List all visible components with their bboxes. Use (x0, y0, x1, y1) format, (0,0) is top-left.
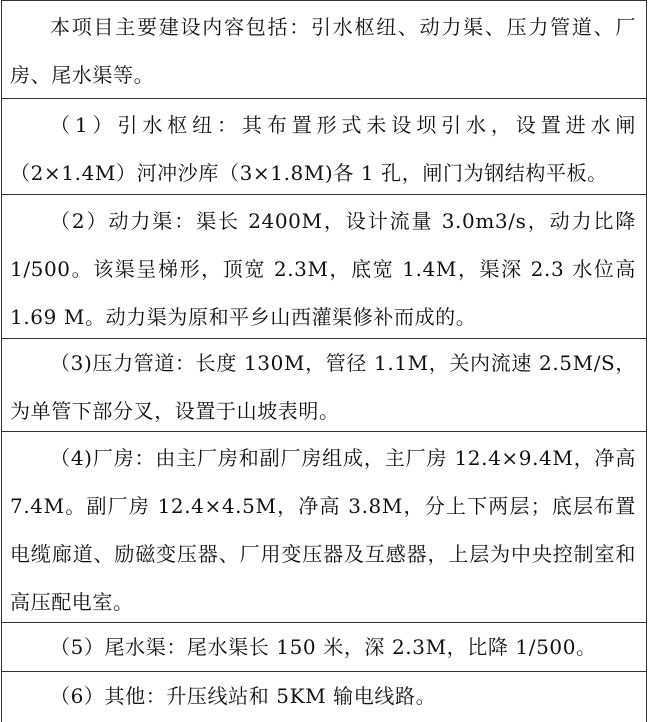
content-table (1, 0, 647, 722)
table-row (2, 672, 646, 722)
table-row (2, 339, 646, 432)
other-paragraph: （6）其他：升压线站和 5KM 输电线路。 (50, 684, 437, 708)
table-row (2, 1, 646, 99)
intro-paragraph: 本项目主要建设内容包括：引水枢纽、动力渠、压力管道、厂房、尾水渠等。 (10, 15, 636, 87)
table-row (2, 99, 646, 195)
table-row (2, 432, 646, 623)
power-channel-paragraph: （2）动力渠：渠长 2400M，设计流量 3.0m3/s，动力比降 1/500。该渠呈梯形，顶宽 2.3M，底宽 1.4M，渠深 2.3 水位高 1.69 M。动力渠为原和平乡山西灌渠修补而成的。 (10, 209, 636, 329)
intake-hub-paragraph: （1）引水枢纽：其布置形式未设坝引水，设置进水闸（2×1.4M）河冲沙库（3×1.8M)各 1 孔，闸门为钢结构平板。 (10, 113, 636, 185)
tailrace-paragraph: （5）尾水渠：尾水渠长 150 米，深 2.3M，比降 1/500。 (50, 635, 597, 659)
table-row (2, 623, 646, 672)
powerhouse-paragraph: （4)厂房：由主厂房和副厂房组成，主厂房 12.4×9.4M，净高 7.4M。副厂房 12.4×4.5M，净高 3.8M，分上下两层；底层布置电缆廊道、励磁变压器、厂用变压器及互感器，上层为中央控制室和高压配电室。 (10, 446, 636, 614)
penstock-paragraph: （3)压力管道：长度 130M，管径 1.1M，关内流速 2.5M/S，为单管下部分叉，设置于山坡表明。 (10, 351, 636, 423)
table-row (2, 195, 646, 339)
